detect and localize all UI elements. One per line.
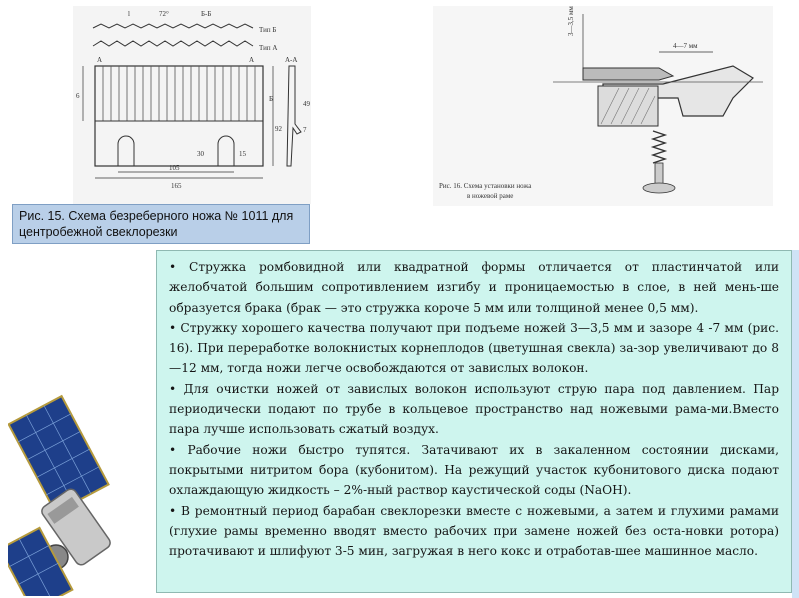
label-a-right: А	[249, 56, 255, 64]
label-dim-49: 49	[303, 100, 310, 108]
knife-teeth	[103, 66, 255, 121]
side-view	[287, 66, 301, 166]
label-dim-30: 30	[197, 150, 204, 158]
dim-horizontal-label: 4—7 мм	[673, 42, 698, 50]
knife-schematic	[73, 6, 311, 204]
figure-15-caption: Рис. 15. Схема безреберного ножа № 1011 для центробежной свеклорезки	[12, 204, 310, 244]
knife-blade	[583, 68, 673, 80]
dim-vertical-label: 3—3,5 мм	[567, 6, 575, 36]
fig16-caption-line1: Рис. 16. Схема установки ножа	[439, 182, 532, 190]
satellite-illustration	[8, 382, 178, 596]
label-dim-7: 7	[303, 126, 307, 134]
paragraph-2: • Стружку хорошего качества получают при подъеме ножей 3—3,5 мм и зазоре 4 -7 мм (рис. 16). При переработке волокнистых корнеплодов (цветушная свекла) за-зор увеличивают до 8—12 мм, тогда ножи легче освобождаются от завислых волокон.	[169, 320, 779, 376]
paragraph-5: • В ремонтный период барабан свеклорезки вместе с ножевыми, а затем и глухими рамами (глухие рамы временно вводят вместо рабочих при замене ножей без оста-новки ротора) протачивают и шлифуют 3-5 мин, загружая в него кокс и отработав-шее машинное масло.	[169, 503, 779, 559]
label-section-aa: А-А	[285, 56, 298, 64]
type-b-profile	[93, 24, 253, 28]
wing-nut	[643, 183, 675, 193]
left-slot	[118, 136, 134, 166]
holder-block	[598, 86, 658, 126]
paragraph-3: • Для очистки ножей от завислых волокон используют струю пара под давлением. Пар периодически подают по трубе в кольцевое пространство над ножевыми рама-ми.Вместо пара лучше использовать сжатый воздух.	[169, 381, 779, 437]
label-dim-15: 15	[239, 150, 246, 158]
label-l: l	[128, 10, 130, 18]
bolt	[655, 163, 663, 185]
right-slot	[218, 136, 234, 166]
label-type-a: Тип А	[259, 44, 278, 52]
knife-body	[95, 66, 263, 166]
label-type-b: Тип Б	[259, 26, 277, 34]
label-section-bb: Б-Б	[201, 10, 212, 18]
label-dim-6: 6	[76, 92, 80, 100]
label-b-mark: Б	[269, 95, 274, 103]
label-dim-105: 105	[169, 164, 180, 172]
label-angle: 72°	[159, 10, 169, 18]
solar-panel-upper	[9, 396, 109, 512]
figure-16-installation-drawing	[433, 6, 773, 206]
figure-15-knife-drawing	[73, 6, 311, 204]
spring	[653, 131, 665, 163]
label-dim-92: 92	[275, 125, 282, 133]
main-text-box	[156, 250, 792, 593]
label-a-left: А	[97, 56, 103, 64]
paragraph-1: • Стружка ромбовидной или квадратной формы отличается от пластинчатой или желобчатой большим сопротивлением изгибу и проницаемостью в слое, в ней мень-ше образуется брака (брак — это стружка короче 5 мм или толщиной менее 0,5 мм).	[169, 260, 779, 315]
right-edge-strip	[792, 250, 799, 598]
fig16-caption-line2: в ножевой раме	[467, 192, 514, 200]
type-a-profile	[93, 41, 253, 46]
label-dim-165: 165	[171, 182, 182, 190]
installation-schematic	[433, 6, 773, 206]
paragraph-4: • Рабочие ножи быстро тупятся. Затачивают их в закаленном состоянии дисками, покрытыми нитритом бора (кубонитом). На режущий участок кубонитового диска подают охлаждающую жидкость – 2%-ный раствор каустической соды (NaOH).	[169, 442, 779, 498]
